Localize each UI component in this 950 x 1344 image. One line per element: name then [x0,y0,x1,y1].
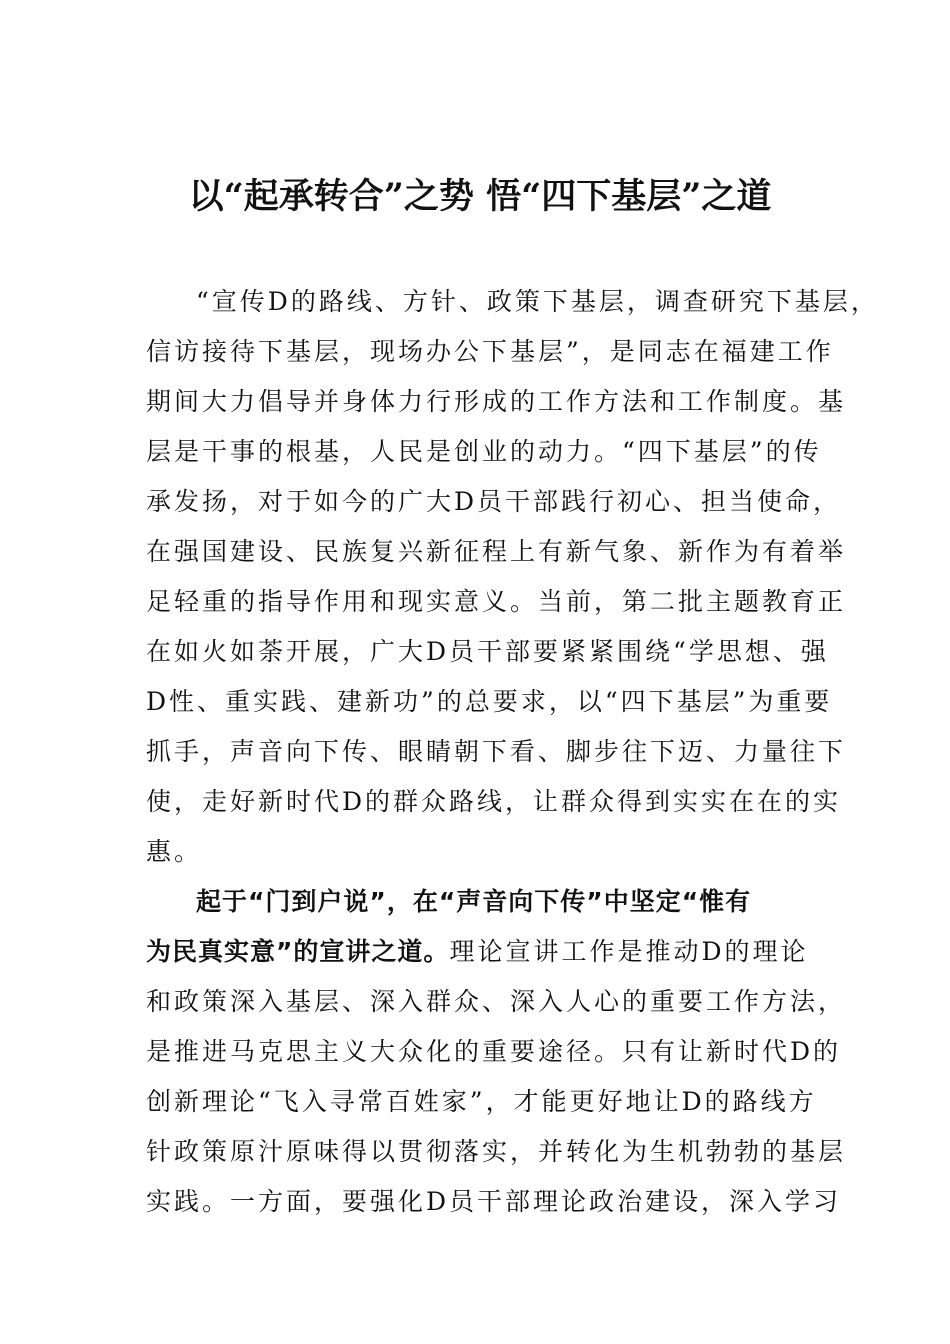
document-body [146,277,879,1227]
paragraph-line: 是推进马克思主义大众化的重要途径。只有让新时代D的 [146,1037,842,1066]
paragraph-line [146,927,816,977]
paragraph-line: “宣传D的路线、方针、政策下基层，调查研究下基层， [196,287,879,316]
paragraph-2 [146,877,847,1227]
paragraph-line: 期间大力倡导并身体力行形成的工作方法和工作制度。基 [146,387,847,416]
section-heading-line: 起于“门到户说”，在“声音向下传”中坚定“惟有 [196,887,752,916]
paragraph-line: 层是干事的根基，人民是创业的动力。“四下基层”的传 [146,437,822,466]
paragraph-line: 在强国建设、民族复兴新征程上有新气象、新作为有着举 [146,537,847,566]
paragraph-line: 在如火如荼开展，广大D员干部要紧紧围绕“学思想、强 [146,637,829,666]
paragraph-line: 抓手，声音向下传、眼睛朝下看、脚步往下迈、力量往下 [146,737,847,766]
paragraph-line-text: 理论宣讲工作是推动D的理论 [449,937,809,966]
paragraph-line: 和政策深入基层、深入群众、深入人心的重要工作方法， [146,987,847,1016]
paragraph-line: 承发扬，对于如今的广大D员干部践行初心、担当使命， [146,487,842,516]
paragraph-line: 针政策原汁原味得以贯彻落实，并转化为生机勃勃的基层 [146,1137,847,1166]
paragraph-line: 信访接待下基层，现场办公下基层”，是同志在福建工作 [146,337,834,366]
document-title: 以“起承转合”之势 悟“四下基层”之道 [188,176,772,217]
paragraph-line: D性、重实践、建新功”的总要求，以“四下基层”为重要 [146,687,833,716]
paragraph-line: 实践。一方面，要强化D员干部理论政治建设，深入学习 [146,1187,842,1216]
paragraph-line: 使，走好新时代D的群众路线，让群众得到实实在在的实 [146,787,842,816]
paragraph-1 [146,277,879,877]
section-heading-line: 为民真实意”的宣讲之道。 [146,937,450,966]
paragraph-line: 创新理论“飞入寻常百姓家”，才能更好地让D的路线方 [146,1087,817,1116]
paragraph-line: 惠。 [146,837,203,866]
paragraph-line: 足轻重的指导作用和现实意义。当前，第二批主题教育正 [146,587,847,616]
